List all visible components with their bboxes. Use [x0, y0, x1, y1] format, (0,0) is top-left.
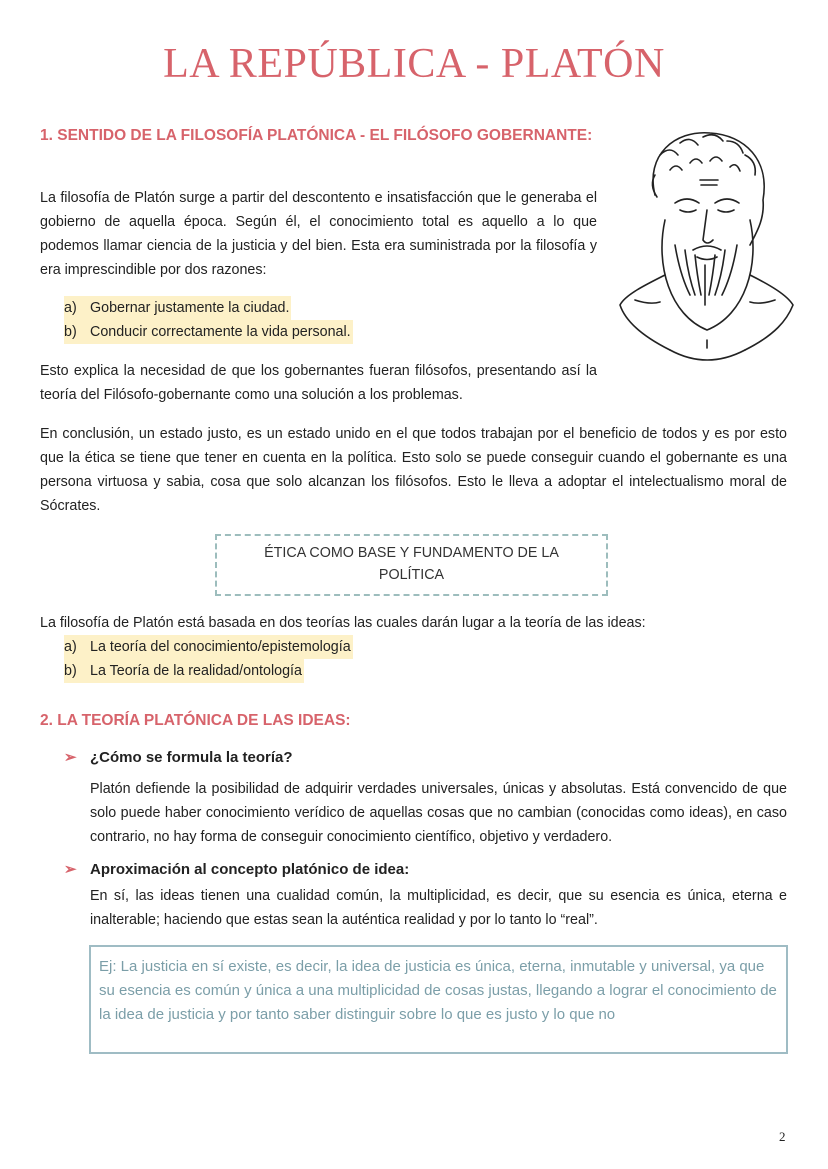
paragraph-conclusion: En conclusión, un estado justo, es un estado unido en el que todos trabajan por el beneficio de todos y es por esto que la ética se tiene que tener en cuenta en la política. Esto solo se puede conseguir cuando el gobernante es una persona virtuosa y sabia, cosa que solo alcanzan los filósofos. Esto le lleva a adoptar el intelectualismo moral de Sócrates.	[40, 426, 787, 514]
paragraph-two-theories: La filosofía de Platón está basada en dos teorías las cuales darán lugar a la teoría de las ideas:	[40, 615, 646, 631]
list-item: b) Conducir correctamente la vida personal.	[64, 320, 353, 344]
list-item: a) Gobernar justamente la ciudad.	[64, 296, 291, 320]
example-box: Ej: La justicia en sí existe, es decir, la idea de justicia es única, eterna, inmutable y universal, ya que su esencia es común y única a una multiplicidad de cosas justas, llegando a lograr el conocimiento de la idea de justicia y por tanto saber distinguir sobre lo que es justo y lo que no	[89, 945, 788, 1054]
plato-bust-illustration	[615, 125, 797, 370]
list-item: a) La teoría del conocimiento/epistemología	[64, 635, 353, 659]
reasons-list	[64, 296, 353, 344]
bullet-heading: ➢ Aproximación al concepto platónico de idea:	[64, 861, 410, 878]
callout-line: POLÍTICA	[378, 567, 445, 583]
arrow-bullet-icon: ➢	[64, 749, 77, 766]
page-number: 2	[779, 1129, 786, 1144]
bullet-text: Platón defiende la posibilidad de adquirir verdades universales, únicas y absolutas. Está convencido de que solo puede haber conocimiento verídico de aquellas cosas que no cambian (conocidas como ideas), en caso contrario, no hay forma de conseguir conocimiento científico, objetivo y verdadero.	[90, 781, 787, 845]
arrow-bullet-icon: ➢	[64, 861, 77, 878]
theories-list	[64, 635, 353, 683]
list-item: b) La Teoría de la realidad/ontología	[64, 659, 304, 683]
section-1-heading: 1. SENTIDO DE LA FILOSOFÍA PLATÓNICA - EL FILÓSOFO GOBERNANTE:	[40, 127, 593, 144]
callout-box	[215, 534, 608, 596]
bullet-text: En sí, las ideas tienen una cualidad común, la multiplicidad, es decir, que su esencia es única, eterna e inalterable; haciendo que estas sean la auténtica realidad y por lo tanto lo “real”.	[90, 888, 787, 928]
callout-line: ÉTICA COMO BASE Y FUNDAMENTO DE LA	[264, 545, 559, 561]
bullet-heading: ➢ ¿Cómo se formula la teoría?	[64, 749, 293, 766]
page-title: LA REPÚBLICA - PLATÓN	[163, 41, 665, 87]
intro-paragraph: La filosofía de Platón surge a partir del descontento e insatisfacción que le generaba el gobierno de aquella época. Según él, el conocimiento total es aquello a lo que podemos llamar ciencia de la justicia y del bien. Esta era suministrada por la filosofía y era imprescindible por dos razones:	[40, 190, 597, 278]
section-2-heading: 2. LA TEORÍA PLATÓNICA DE LAS IDEAS:	[40, 712, 351, 729]
paragraph-philosopher-king: Esto explica la necesidad de que los gobernantes fueran filósofos, presentando así la teoría del Filósofo-gobernante como una solución a los problemas.	[40, 363, 597, 403]
